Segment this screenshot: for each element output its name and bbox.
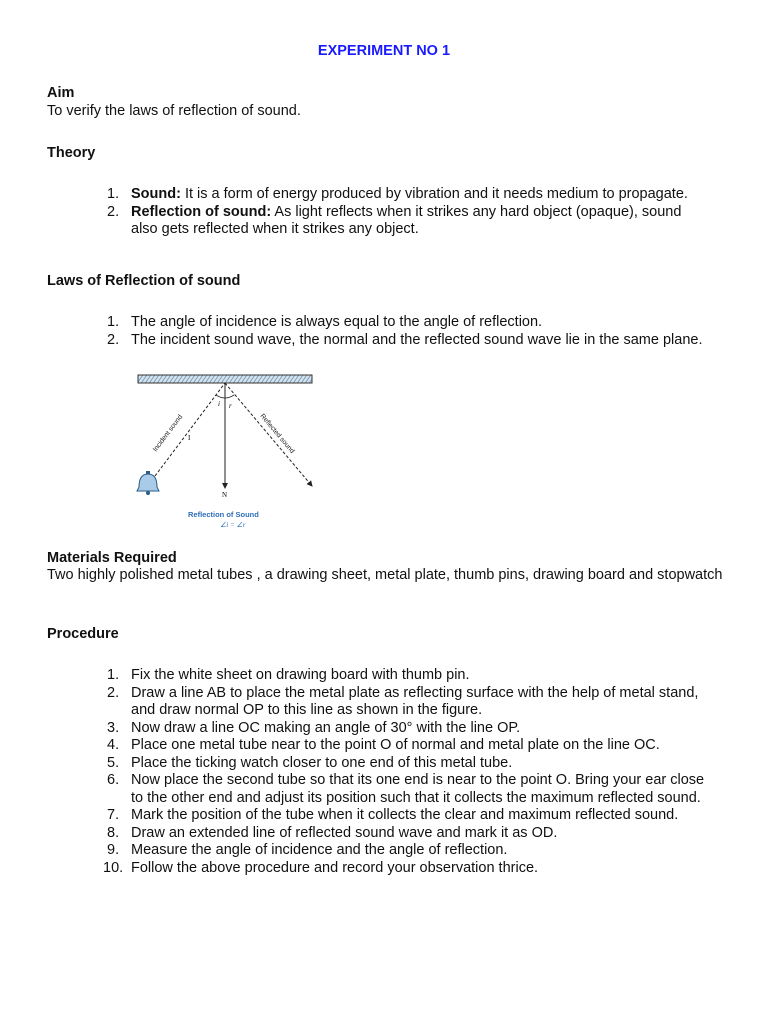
intensity-label: I	[188, 434, 191, 442]
theory-heading: Theory	[47, 145, 96, 161]
term: Sound:	[131, 186, 181, 202]
procedure-list	[0, 667, 768, 877]
materials-heading: Materials Required	[47, 550, 177, 566]
figure-caption: Reflection of Sound	[188, 510, 259, 519]
reflecting-surface	[138, 375, 312, 383]
list-item: 3. Now draw a line OC making an angle of 30° with the line OP.	[107, 719, 521, 736]
reflection-of-sound-diagram	[130, 370, 320, 530]
list-item: 6. Now place the second tube so that its one end is near to the point O. Bring your ear close to the other end and adjust its position such that it collects the maximum reflected sound.	[107, 772, 705, 806]
list-item: 2. Reflection of sound: As light reflects when it strikes any hard object (opaque), sound also gets reflected when it strikes any object.	[107, 203, 682, 237]
list-item: 4. Place one metal tube near to the point O of normal and metal plate on the line OC.	[107, 737, 660, 753]
list-item: 1. Fix the white sheet on drawing board with thumb pin.	[107, 667, 470, 683]
list-item: 5. Place the ticking watch closer to one end of this metal tube.	[107, 754, 513, 771]
list-item: 10. Follow the above procedure and record your observation thrice.	[103, 859, 539, 876]
aim-text: To verify the laws of reflection of sound.	[47, 103, 301, 119]
reflected-sound-label: Reflected sound	[258, 412, 296, 455]
aim-heading: Aim	[47, 85, 75, 101]
normal-label: N	[222, 491, 228, 499]
angle-i-label: i	[218, 400, 220, 408]
list-item: 1. Sound: It is a form of energy produced by vibration and it needs medium to propagate.	[107, 186, 688, 202]
laws-list	[0, 314, 768, 349]
incident-sound-label: Incident sound	[152, 413, 185, 454]
laws-heading: Laws of Reflection of sound	[47, 273, 241, 289]
materials-text: Two highly polished metal tubes , a drawing sheet, metal plate, thumb pins, drawing board and stopwatch	[47, 567, 723, 583]
list-item: 1. The angle of incidence is always equal to the angle of reflection.	[107, 314, 543, 330]
figure-equation: ∠i = ∠r	[220, 521, 246, 529]
theory-list	[0, 186, 768, 239]
list-item: 7. Mark the position of the tube when it collects the clear and maximum reflected sound.	[107, 807, 679, 823]
incident-ray	[152, 383, 225, 480]
angle-r-label: r	[229, 402, 232, 410]
list-item: 9. Measure the angle of incidence and the angle of reflection.	[107, 842, 508, 858]
definition: It is a form of energy produced by vibration and it needs medium to propagate.	[180, 186, 688, 202]
term: Reflection of sound:	[131, 203, 272, 220]
list-item: 2. Draw a line AB to place the metal plate as reflecting surface with the help of metal stand, and draw normal OP to this line as shown in the figure.	[107, 684, 699, 718]
list-item: 8. Draw an extended line of reflected sound wave and mark it as OD.	[107, 824, 558, 841]
definition: As light reflects when it strikes any hard object (opaque), sound also gets reflected when it strikes any object.	[131, 203, 682, 237]
reflected-ray	[225, 383, 312, 486]
list-item: 2. The incident sound wave, the normal and the reflected sound wave lie in the same plane.	[107, 331, 703, 348]
page-title: EXPERIMENT NO 1	[317, 43, 451, 59]
procedure-heading: Procedure	[47, 626, 119, 642]
